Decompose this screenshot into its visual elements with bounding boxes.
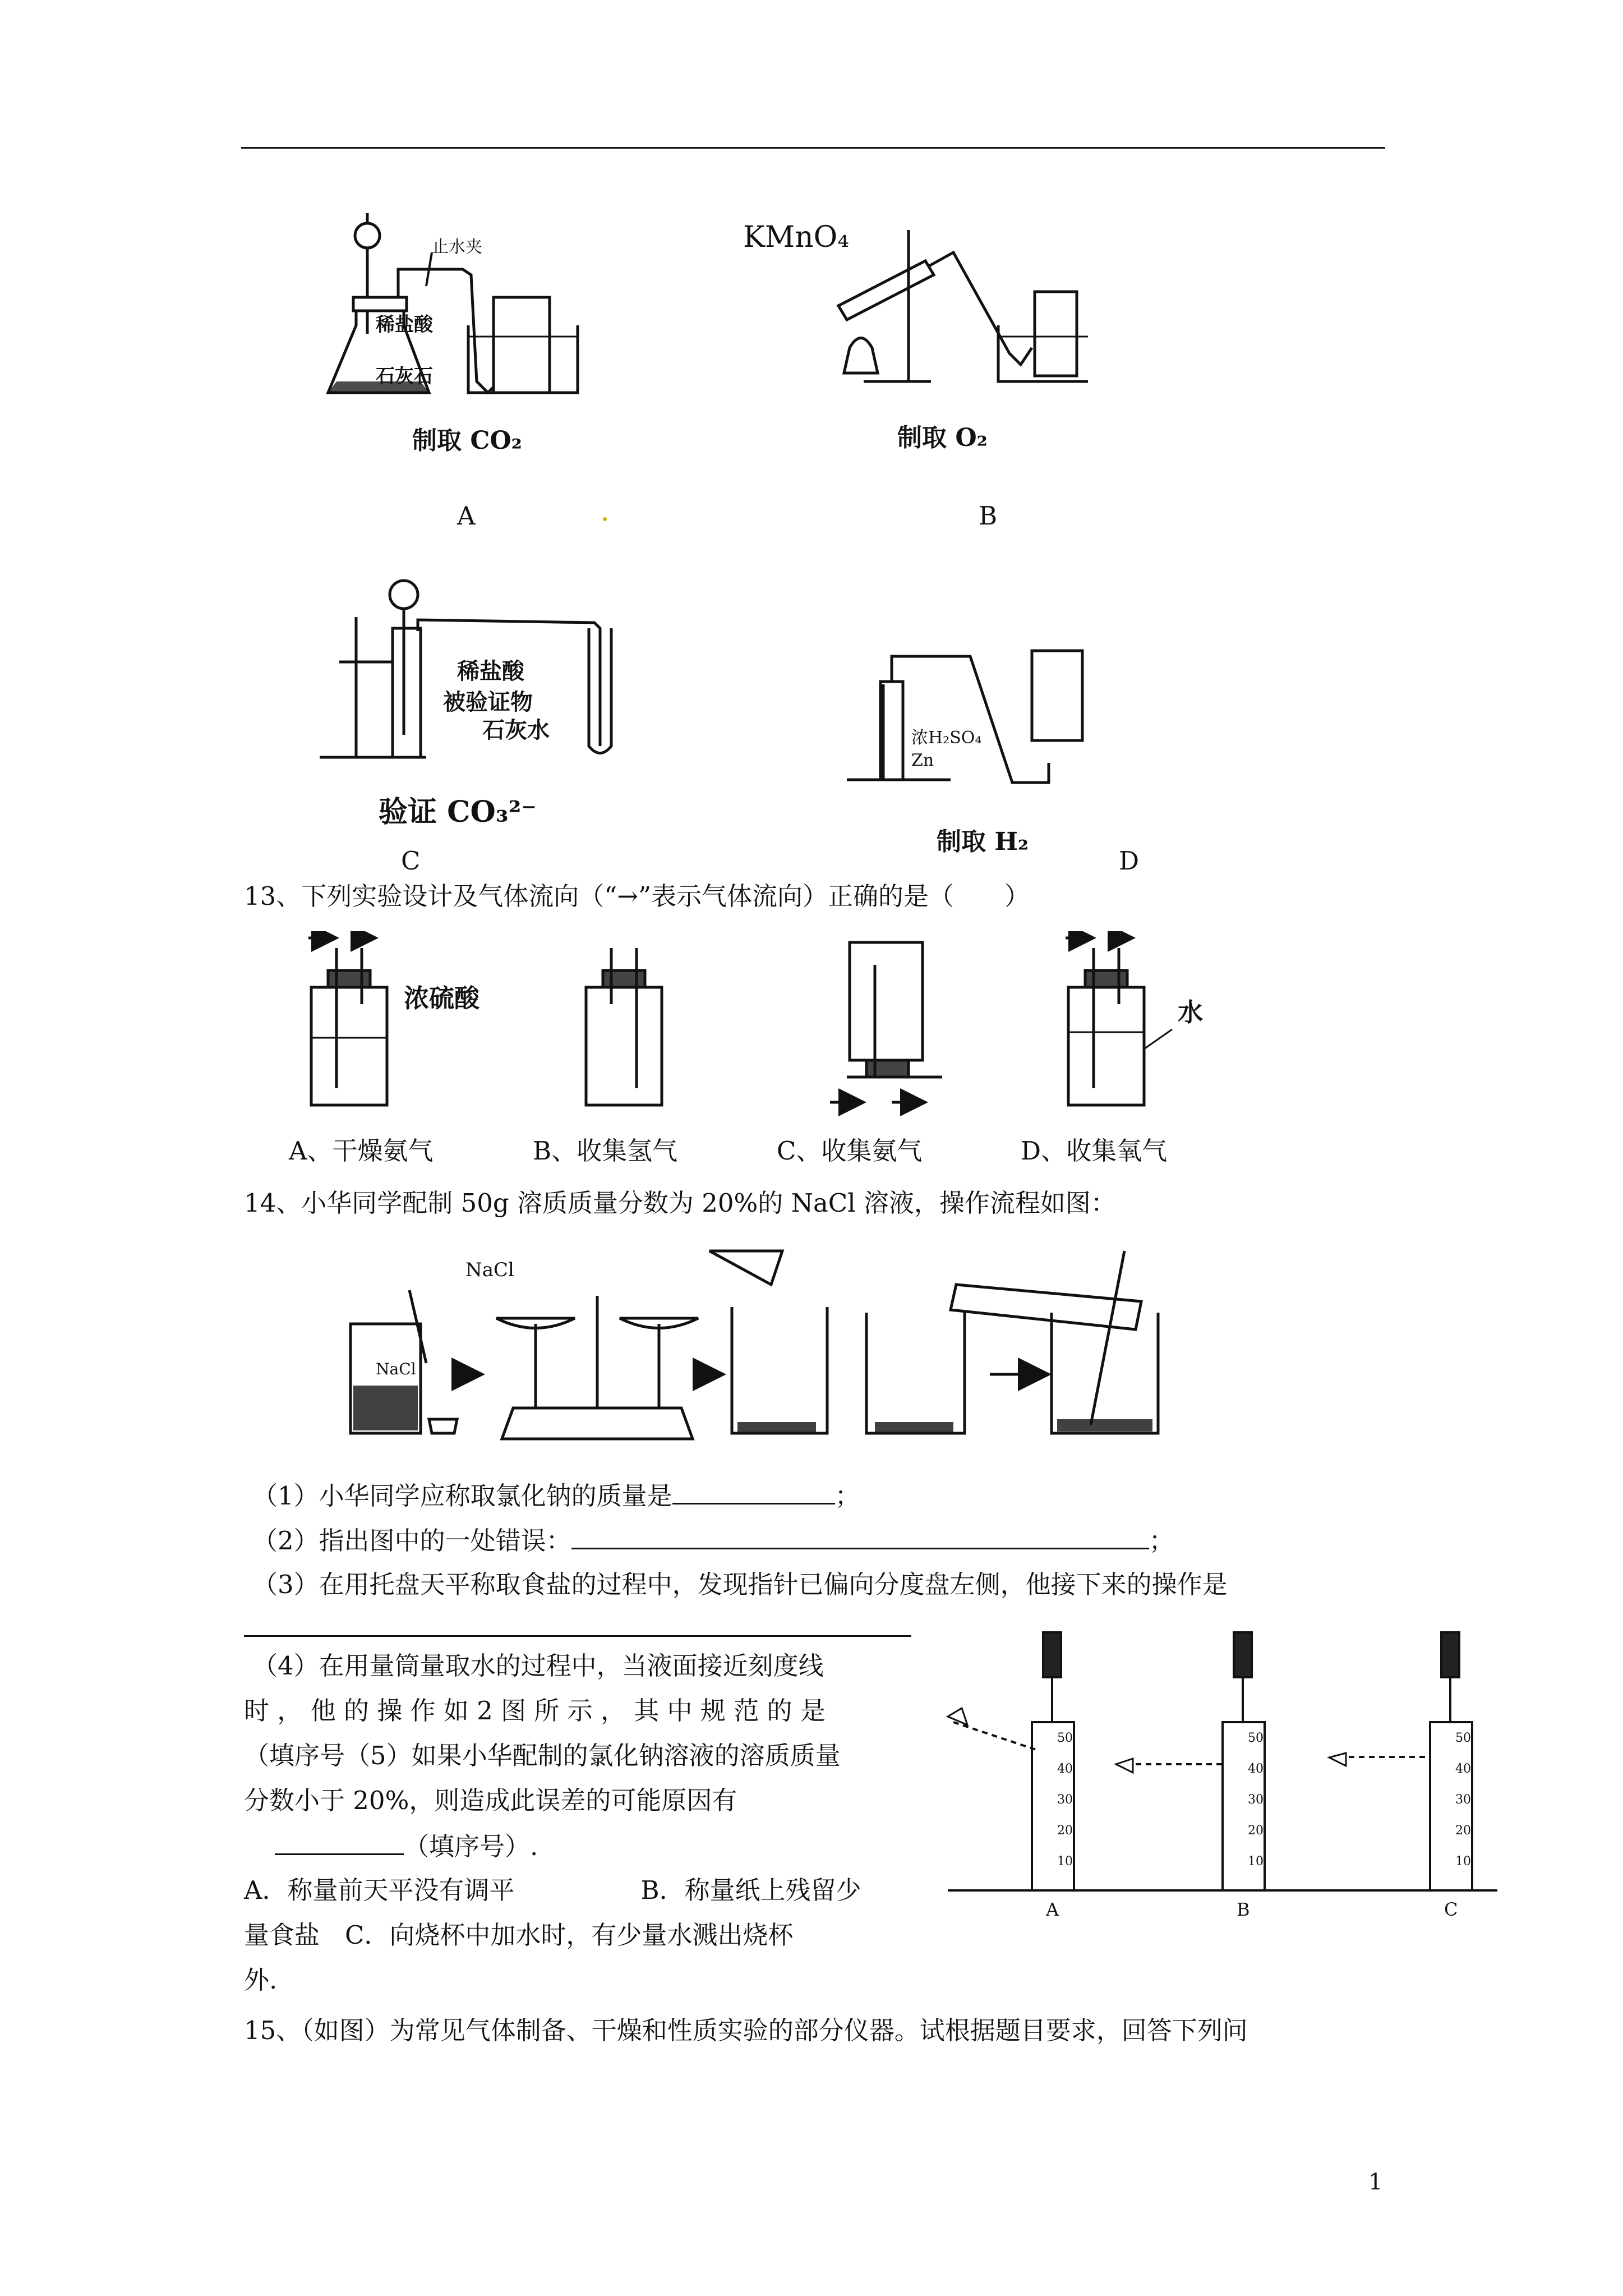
figure-letter-a: A [457, 501, 476, 531]
question-15-stem: 15、（如图）为常见气体制备、干燥和性质实验的部分仪器。试根据题目要求，回答下列问 [244, 2016, 1248, 2045]
q14-part3-blank[interactable] [244, 1635, 911, 1637]
cyl-b-tick-40: 40 [1248, 1762, 1264, 1776]
label-nacl-jar: NaCl [376, 1360, 416, 1378]
cyl-a-tick-40: 40 [1057, 1762, 1073, 1776]
cyl-c-tick-10: 10 [1455, 1855, 1471, 1869]
q14-part2-end: ； [1149, 1526, 1174, 1556]
question-13-stem: 13、下列实验设计及气体流向（“→”表示气体流向）正确的是（ ） [244, 881, 1030, 911]
q14-part1 [252, 1478, 860, 1513]
q14-part1-text: （1）小华同学应称取氯化钠的质量是 [252, 1481, 672, 1511]
cyl-b-tick-10: 10 [1248, 1855, 1264, 1869]
cylinder-letter-b: B [1237, 1899, 1250, 1920]
cyl-a-tick-20: 20 [1057, 1824, 1073, 1838]
cyl-c-tick-50: 50 [1455, 1731, 1471, 1745]
label-d-acid: 浓H₂SO₄ [911, 728, 982, 748]
caption-b: 制取 O₂ [897, 424, 988, 452]
q14-part5-blank[interactable] [275, 1829, 404, 1855]
q14-part2-text: （2）指出图中的一处错误： [252, 1526, 571, 1556]
q13-option-a: A、干燥氨气 [289, 1136, 434, 1166]
cyl-b-tick-50: 50 [1248, 1731, 1264, 1745]
figure-letter-d: D [1119, 846, 1140, 876]
figure-c-carbonate-test [314, 567, 662, 847]
q14-choice-line2: 量食盐 C．向烧杯中加水时，有少量水溅出烧杯 [244, 1920, 794, 1950]
q13-apparatus-row [297, 931, 1262, 1116]
q14-part2-blank[interactable] [571, 1523, 1149, 1549]
q14-part3: （3）在用托盘天平称取食盐的过程中，发现指针已偏向分度盘左侧，他接下来的操作是 [252, 1570, 1228, 1599]
q14-part4-line4: 分数小于 20%，则造成此误差的可能原因有 [244, 1786, 737, 1815]
label-c-limewater: 石灰水 [482, 717, 550, 743]
cylinder-letter-a: A [1046, 1899, 1059, 1920]
cyl-b-tick-30: 30 [1248, 1793, 1264, 1807]
label-c-sample: 被验证物 [443, 689, 533, 715]
caption-a: 制取 CO₂ [412, 426, 522, 455]
cylinder-letter-c: C [1444, 1899, 1458, 1920]
figure-a-co2-apparatus [314, 213, 594, 477]
q14-part5-end: （填序号）. [404, 1832, 538, 1861]
figure-letter-b: B [979, 501, 998, 531]
q14-part2 [252, 1523, 1174, 1558]
page-number: 1 [1368, 2169, 1383, 2195]
question-14-stem: 14、小华同学配制 50g 溶质质量分数为 20%的 NaCl 溶液，操作流程如图： [244, 1188, 1116, 1218]
q14-process-flow [345, 1240, 1270, 1453]
stray-dot [603, 517, 607, 521]
figure-d-h2-apparatus [838, 639, 1130, 875]
label-clamp: 止水夹 [432, 237, 482, 257]
q13-option-c: C、收集氨气 [777, 1136, 923, 1166]
cyl-a-tick-30: 30 [1057, 1793, 1073, 1807]
figure-b-o2-apparatus [740, 213, 1088, 477]
cyl-b-tick-20: 20 [1248, 1824, 1264, 1838]
q14-part1-blank[interactable] [672, 1478, 835, 1504]
cyl-a-tick-50: 50 [1057, 1731, 1073, 1745]
label-limestone: 石灰石 [376, 365, 433, 388]
q13-option-d: D、收集氧气 [1021, 1136, 1168, 1166]
cyl-a-tick-10: 10 [1057, 1855, 1073, 1869]
q14-cylinder-figure [942, 1610, 1503, 1935]
cyl-c-tick-40: 40 [1455, 1762, 1471, 1776]
header-rule [241, 147, 1385, 149]
q14-part4-line3: （填序号（5）如果小华配制的氯化钠溶液的溶质质量 [244, 1741, 841, 1770]
label-c-acid: 稀盐酸 [457, 658, 524, 684]
label-dilute-hcl: 稀盐酸 [376, 314, 433, 336]
label-kmno4: KMnO₄ [743, 220, 850, 254]
label-d-zinc: Zn [911, 751, 934, 770]
q14-part4-line1: （4）在用量筒量取水的过程中，当液面接近刻度线 [252, 1651, 824, 1681]
cyl-c-tick-20: 20 [1455, 1824, 1471, 1838]
figure-letter-c: C [401, 846, 421, 876]
q14-choice-line3: 外. [244, 1965, 278, 1995]
q13-option-b: B、收集氢气 [533, 1136, 678, 1166]
q14-part4-line2: 时 ， 他 的 操 作 如 2 图 所 示 ， 其 中 规 范 的 是 [244, 1696, 826, 1726]
caption-d: 制取 H₂ [937, 827, 1029, 856]
q14-part1-end: ； [834, 1481, 860, 1511]
label-nacl-balance: NaCl [465, 1259, 514, 1281]
q14-part5-line [275, 1829, 538, 1864]
q14-choice-line1: A．称量前天平没有调平 B．称量纸上残留少 [244, 1875, 861, 1905]
cyl-c-tick-30: 30 [1455, 1793, 1471, 1807]
label-water: 水 [1178, 997, 1204, 1027]
label-conc-sulfuric: 浓硫酸 [404, 983, 480, 1013]
caption-c: 验证 CO₃²⁻ [379, 795, 537, 829]
